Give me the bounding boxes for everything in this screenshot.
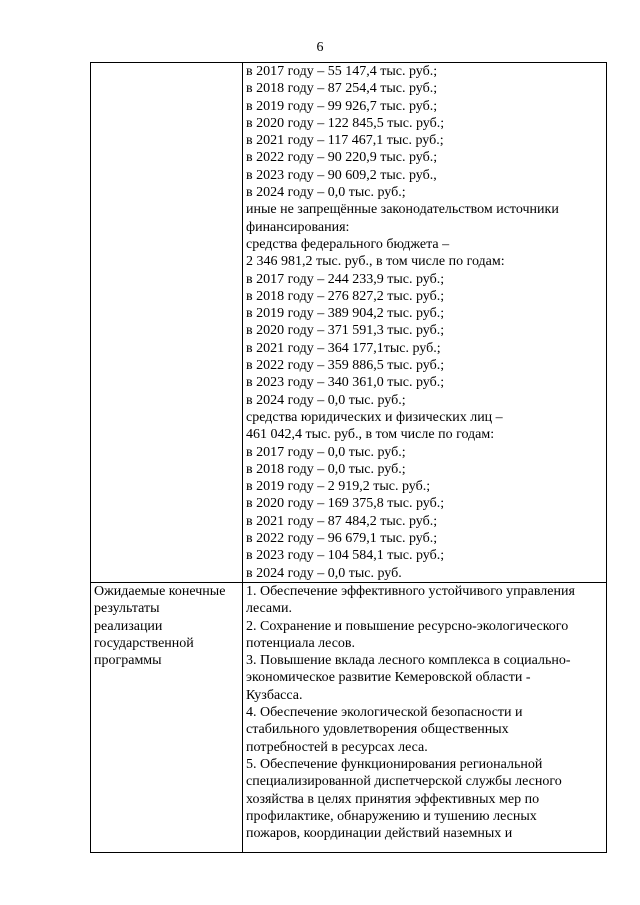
text-line: в 2023 году – 340 361,0 тыс. руб.; bbox=[246, 375, 445, 391]
text-line: в 2024 году – 0,0 тыс. руб.; bbox=[246, 185, 406, 201]
text-line: в 2022 году – 90 220,9 тыс. руб.; bbox=[246, 150, 438, 166]
text-line: хозяйства в целях принятия эффективных мер по bbox=[246, 791, 540, 807]
text-line: пожаров, координации действий наземных и bbox=[246, 826, 513, 842]
expected-results-cell bbox=[243, 583, 607, 853]
text-line: в 2021 году – 364 177,1тыс. руб.; bbox=[246, 340, 441, 356]
expected-results-label-cell bbox=[91, 583, 243, 853]
table-row-expected-results bbox=[91, 583, 607, 853]
label-line: результаты bbox=[94, 601, 160, 617]
text-line: в 2021 году – 87 484,2 тыс. руб.; bbox=[246, 513, 438, 529]
funding-cell bbox=[243, 63, 607, 583]
text-line: специализированной диспетчерской службы лесного bbox=[246, 774, 562, 790]
text-line: в 2020 году – 371 591,3 тыс. руб.; bbox=[246, 323, 445, 339]
text-line: в 2022 году – 96 679,1 тыс. руб.; bbox=[246, 531, 438, 547]
program-passport-table bbox=[90, 62, 607, 853]
text-line: в 2017 году – 244 233,9 тыс. руб.; bbox=[246, 271, 445, 287]
label-cell-empty bbox=[91, 63, 243, 583]
text-line: 2. Сохранение и повышение ресурсно-экологического bbox=[246, 618, 569, 634]
text-line: 3. Повышение вклада лесного комплекса в социально- bbox=[246, 653, 571, 669]
text-line: профилактике, обнаружению и тушению лесных bbox=[246, 808, 537, 824]
label-line: Ожидаемые конечные bbox=[94, 584, 226, 599]
text-line: 4. Обеспечение экологической безопасности и bbox=[246, 705, 523, 721]
text-line: в 2017 году – 55 147,4 тыс. руб.; bbox=[246, 64, 438, 79]
text-line: иные не запрещённые законодательством источники bbox=[246, 202, 559, 218]
text-line: средства юридических и физических лиц – bbox=[246, 409, 503, 425]
text-line: финансирования: bbox=[246, 219, 350, 235]
text-line: в 2018 году – 276 827,2 тыс. руб.; bbox=[246, 288, 445, 304]
text-line: 2 346 981,2 тыс. руб., в том числе по годам: bbox=[246, 254, 505, 270]
text-line: в 2022 году – 359 886,5 тыс. руб.; bbox=[246, 358, 445, 374]
table-row-funding-continued bbox=[91, 63, 607, 583]
text-line: в 2019 году – 2 919,2 тыс. руб.; bbox=[246, 479, 431, 495]
text-line: в 2021 году – 117 467,1 тыс. руб.; bbox=[246, 133, 444, 149]
label-line: реализации bbox=[94, 618, 163, 634]
text-line: в 2018 году – 0,0 тыс. руб.; bbox=[246, 461, 406, 477]
text-line: в 2023 году – 104 584,1 тыс. руб.; bbox=[246, 548, 445, 564]
text-line: экономическое развитие Кемеровской области - bbox=[246, 670, 531, 686]
text-line: в 2019 году – 389 904,2 тыс. руб.; bbox=[246, 306, 445, 322]
text-line: 461 042,4 тыс. руб., в том числе по годам: bbox=[246, 427, 495, 443]
text-line: средства федерального бюджета – bbox=[246, 236, 450, 252]
text-line: потребностей в ресурсах леса. bbox=[246, 739, 428, 755]
text-line: в 2024 году – 0,0 тыс. руб.; bbox=[246, 392, 406, 408]
text-line: стабильного удовлетворения общественных bbox=[246, 722, 509, 738]
text-line: в 2020 году – 169 375,8 тыс. руб.; bbox=[246, 496, 445, 512]
text-line: в 2019 году – 99 926,7 тыс. руб.; bbox=[246, 98, 438, 114]
text-line: 1. Обеспечение эффективного устойчивого управления bbox=[246, 584, 575, 599]
text-line: в 2023 году – 90 609,2 тыс. руб., bbox=[246, 167, 437, 183]
text-line: Кузбасса. bbox=[246, 687, 303, 703]
text-line: лесами. bbox=[246, 601, 292, 617]
label-line: государственной bbox=[94, 635, 194, 651]
label-line: программы bbox=[94, 653, 162, 669]
text-line: в 2017 году – 0,0 тыс. руб.; bbox=[246, 444, 406, 460]
page-number: 6 bbox=[316, 40, 324, 55]
text-line: в 2018 году – 87 254,4 тыс. руб.; bbox=[246, 81, 438, 97]
text-line: в 2020 году – 122 845,5 тыс. руб.; bbox=[246, 115, 445, 131]
text-line: 5. Обеспечение функционирования региональной bbox=[246, 756, 543, 772]
text-line: потенциала лесов. bbox=[246, 635, 356, 651]
text-line: в 2024 году – 0,0 тыс. руб. bbox=[246, 565, 402, 581]
